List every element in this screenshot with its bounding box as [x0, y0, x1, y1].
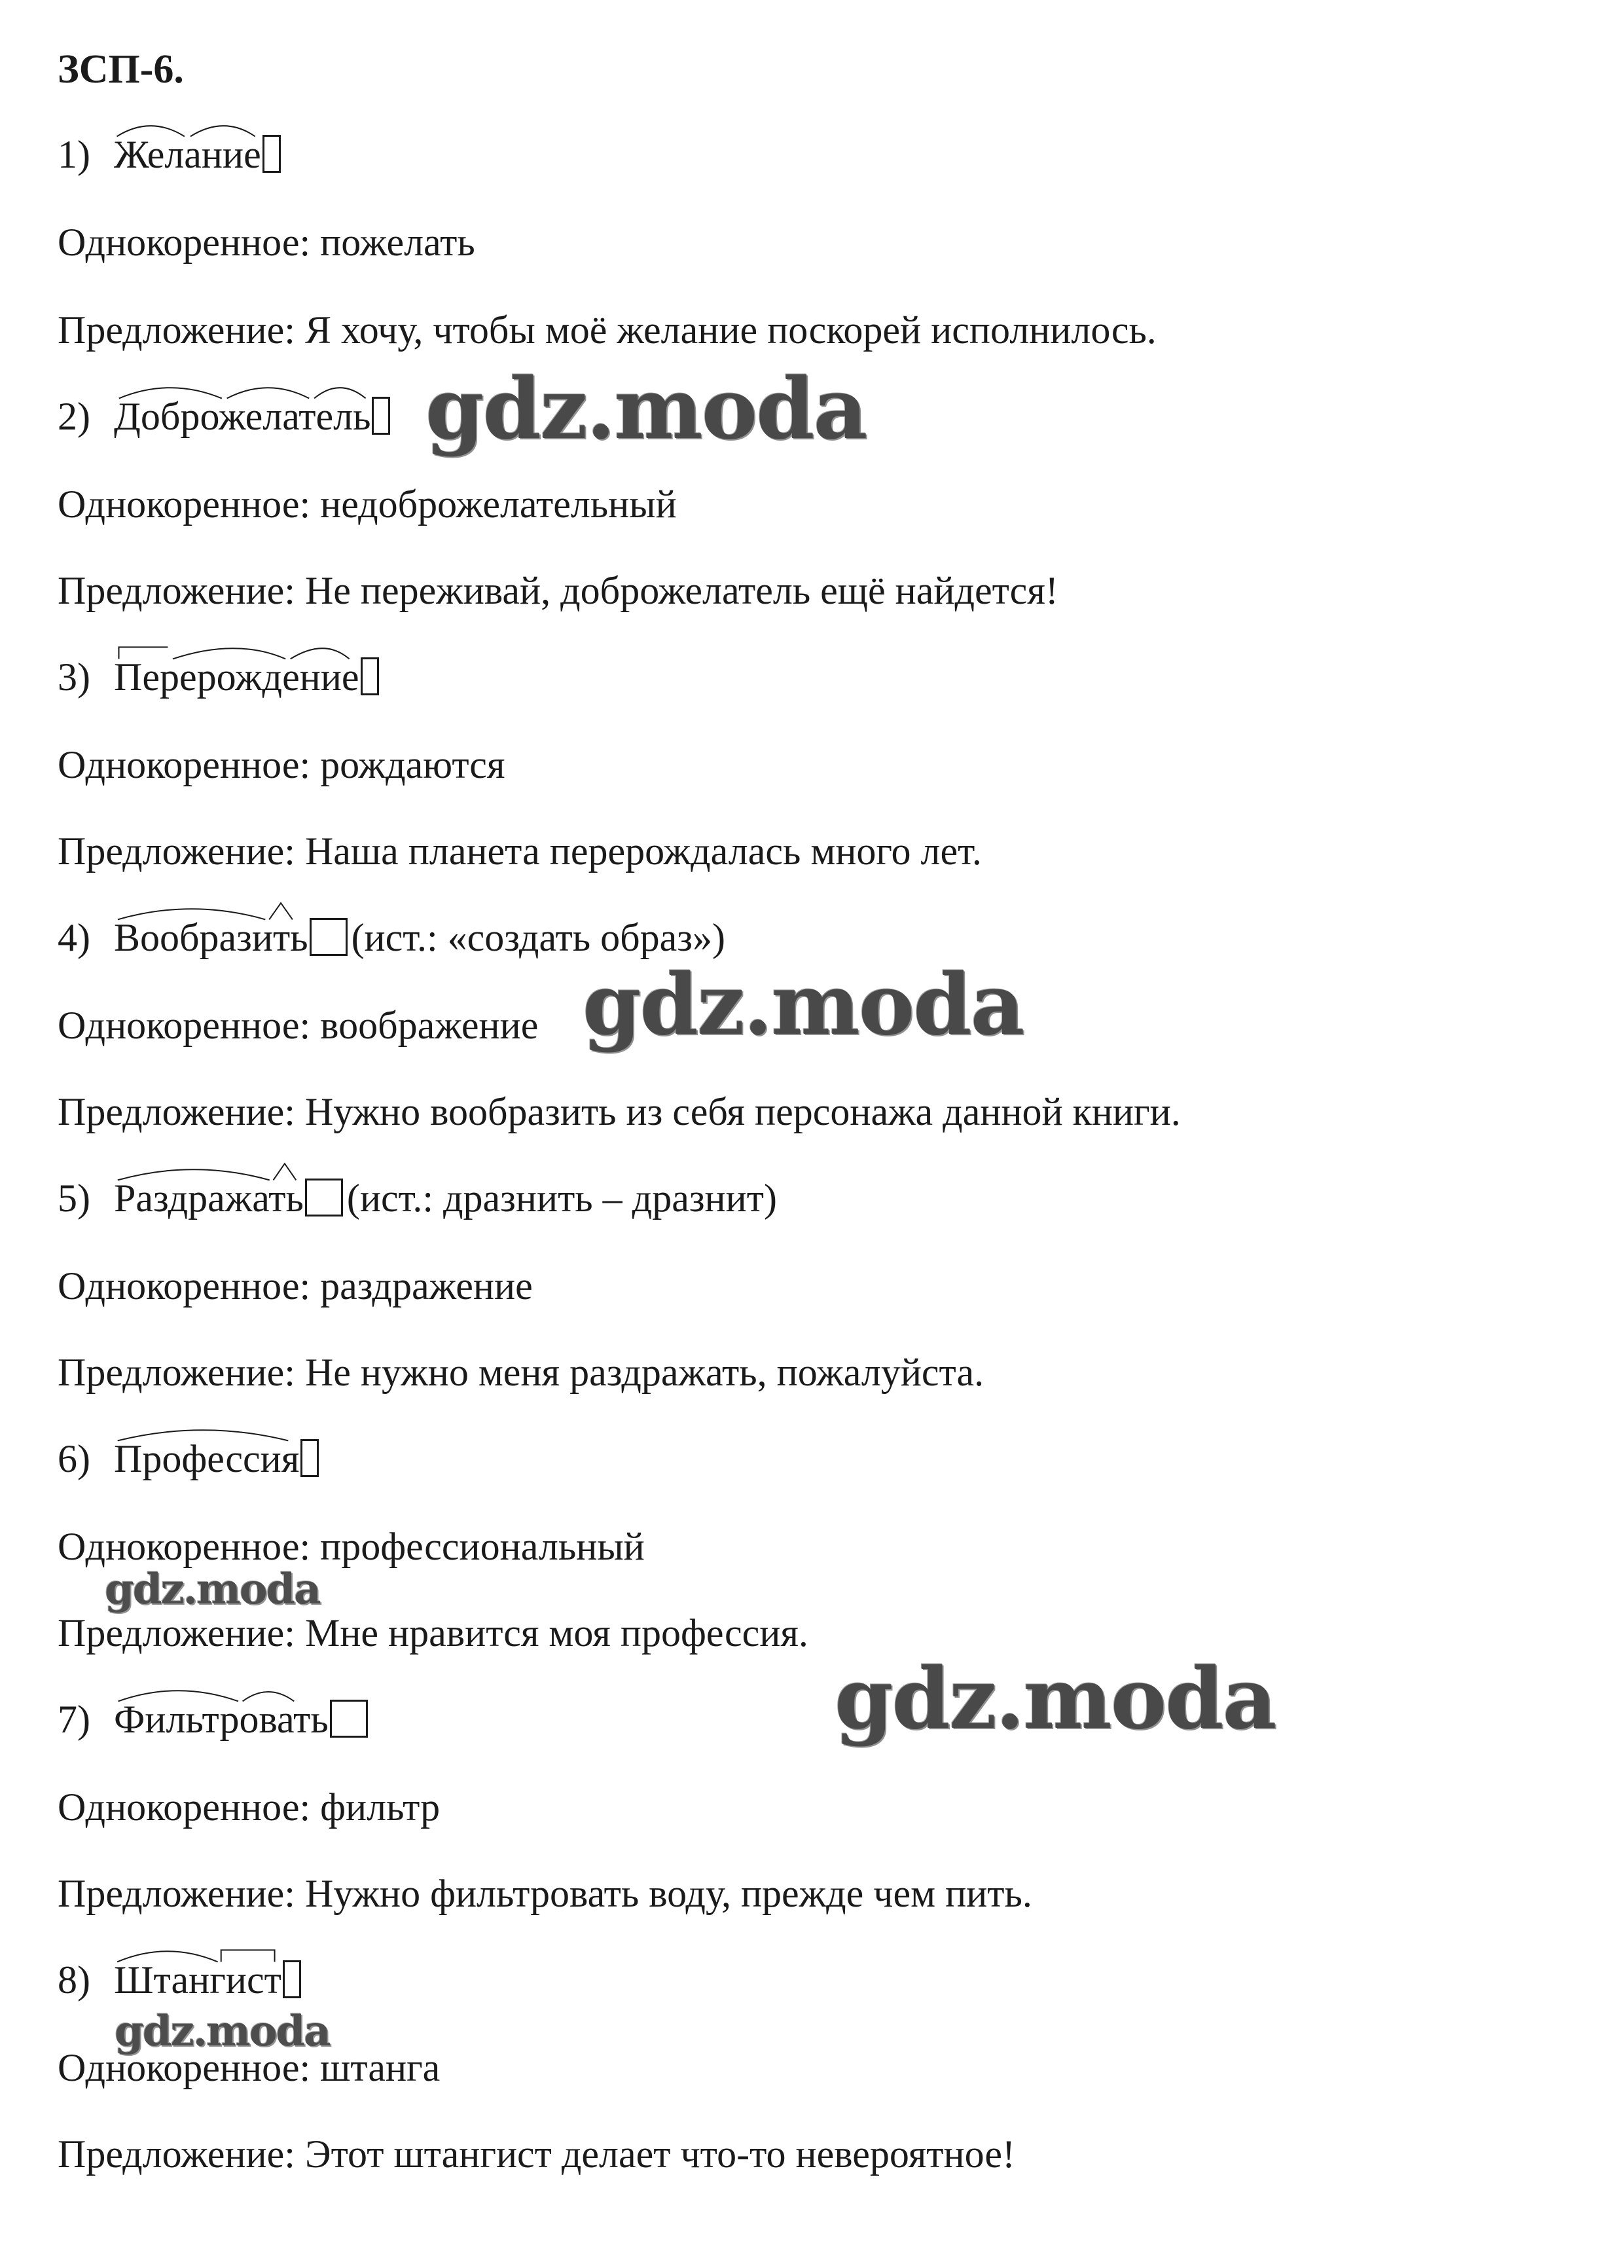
item-6-sentence: Мне нравится моя профессия.	[304, 1611, 808, 1655]
item-1-related-word: пожелать	[320, 221, 475, 264]
item-2-sentence: Не переживай, доброжелатель ещё найдется!	[304, 569, 1058, 612]
item-5-word: Раздражать	[114, 1175, 304, 1222]
item-4-word: Вообразить	[114, 914, 308, 961]
item-3-number: 3)	[58, 655, 90, 699]
watermark: gdz.moda	[583, 956, 1024, 1054]
item-7-number: 7)	[58, 1698, 90, 1741]
ending-box	[361, 657, 379, 695]
item-8-word-line	[58, 1956, 301, 2003]
item-3-word-line	[58, 653, 379, 701]
item-4-related-line: Однокоренное: воображение	[58, 1004, 539, 1047]
item-2-word: Доброжелатель	[114, 393, 370, 440]
item-4-related-word: воображение	[320, 1004, 539, 1047]
ending-box	[310, 918, 348, 956]
item-4-note: (ист.: «создать образ»)	[351, 916, 725, 959]
watermark: gdz.moda	[425, 360, 867, 458]
ending-box	[330, 1700, 368, 1738]
item-7-word-line	[58, 1696, 368, 1743]
item-3-sentence: Наша планета перерождалась много лет.	[304, 830, 982, 873]
ending-box	[305, 1179, 343, 1216]
item-1-sentence: Я хочу, чтобы моё желание поскорей исполнилось.	[304, 308, 1157, 352]
item-6-number: 6)	[58, 1437, 90, 1480]
morpheme-arc	[114, 115, 261, 139]
item-6-sentence-line: Предложение: Мне нравится моя профессия.	[58, 1611, 808, 1655]
item-8-number: 8)	[58, 1958, 90, 2002]
page-title: ЗСП-6.	[58, 47, 184, 92]
item-3-word: Перерождение	[114, 653, 359, 701]
item-4-word-line	[58, 914, 725, 961]
item-5-note: (ист.: дразнить – дразнит)	[346, 1177, 777, 1220]
item-6-related-line: Однокоренное: профессиональный	[58, 1525, 645, 1568]
item-2-related-word: недоброжелательный	[320, 483, 677, 526]
item-7-related-line: Однокоренное: фильтр	[58, 1785, 441, 1829]
item-4-sentence-line: Предложение: Нужно вообразить из себя персонажа данной книги.	[58, 1090, 1181, 1133]
morpheme-arc	[114, 1419, 299, 1443]
item-8-related-word: штанга	[320, 2046, 441, 2089]
watermark: gdz.moda	[115, 2007, 330, 2056]
watermark: gdz.moda	[835, 1650, 1276, 1748]
item-6-related-word: профессиональный	[320, 1525, 645, 1568]
item-5-sentence-line: Предложение: Не нужно меня раздражать, пожалуйста.	[58, 1351, 984, 1394]
item-2-number: 2)	[58, 395, 90, 438]
item-5-number: 5)	[58, 1177, 90, 1220]
item-1-word: Желание	[114, 131, 261, 178]
morpheme-arc	[114, 1941, 281, 1964]
item-8-sentence-line: Предложение: Этот штангист делает что-то невероятное!	[58, 2132, 1015, 2176]
watermark: gdz.moda	[105, 1565, 320, 1614]
item-1-word-line	[58, 131, 281, 178]
morpheme-arc	[114, 898, 308, 922]
ending-box	[262, 135, 281, 173]
ending-box	[283, 1960, 301, 1998]
item-4-number: 4)	[58, 916, 90, 959]
item-8-word: Штангист	[114, 1956, 281, 2003]
item-7-word: Фильтровать	[114, 1696, 329, 1743]
item-2-word-line	[58, 393, 390, 440]
item-8-related-line: Однокоренное: штанга	[58, 2046, 441, 2089]
item-1-number: 1)	[58, 133, 90, 176]
morpheme-arc	[114, 1680, 329, 1704]
morpheme-arc	[114, 1159, 304, 1182]
ending-box	[372, 397, 390, 435]
item-3-related-line: Однокоренное: рождаются	[58, 743, 505, 786]
item-5-sentence: Не нужно меня раздражать, пожалуйста.	[304, 1351, 984, 1394]
item-2-related-line: Однокоренное: недоброжелательный	[58, 483, 677, 526]
item-7-sentence: Нужно фильтровать воду, прежде чем пить.	[304, 1872, 1032, 1915]
item-8-sentence: Этот штангист делает что-то невероятное!	[304, 2132, 1015, 2176]
item-7-related-word: фильтр	[320, 1785, 441, 1829]
item-4-sentence: Нужно вообразить из себя персонажа данной книги.	[304, 1090, 1181, 1133]
morpheme-arc	[114, 377, 370, 401]
item-2-sentence-line: Предложение: Не переживай, доброжелатель ещё найдется!	[58, 569, 1058, 612]
item-5-related-line: Однокоренное: раздражение	[58, 1264, 533, 1308]
item-5-word-line	[58, 1175, 777, 1222]
item-3-related-word: рождаются	[320, 743, 505, 786]
item-5-related-word: раздражение	[320, 1264, 533, 1308]
morpheme-arc	[114, 638, 359, 661]
item-6-word: Профессия	[114, 1435, 299, 1482]
item-7-sentence-line: Предложение: Нужно фильтровать воду, прежде чем пить.	[58, 1872, 1032, 1915]
item-1-related-line: Однокоренное: пожелать	[58, 221, 475, 264]
item-3-sentence-line: Предложение: Наша планета перерождалась много лет.	[58, 830, 982, 873]
item-1-sentence-line: Предложение: Я хочу, чтобы моё желание поскорей исполнилось.	[58, 308, 1157, 352]
item-6-word-line	[58, 1435, 319, 1482]
ending-box	[300, 1439, 319, 1477]
